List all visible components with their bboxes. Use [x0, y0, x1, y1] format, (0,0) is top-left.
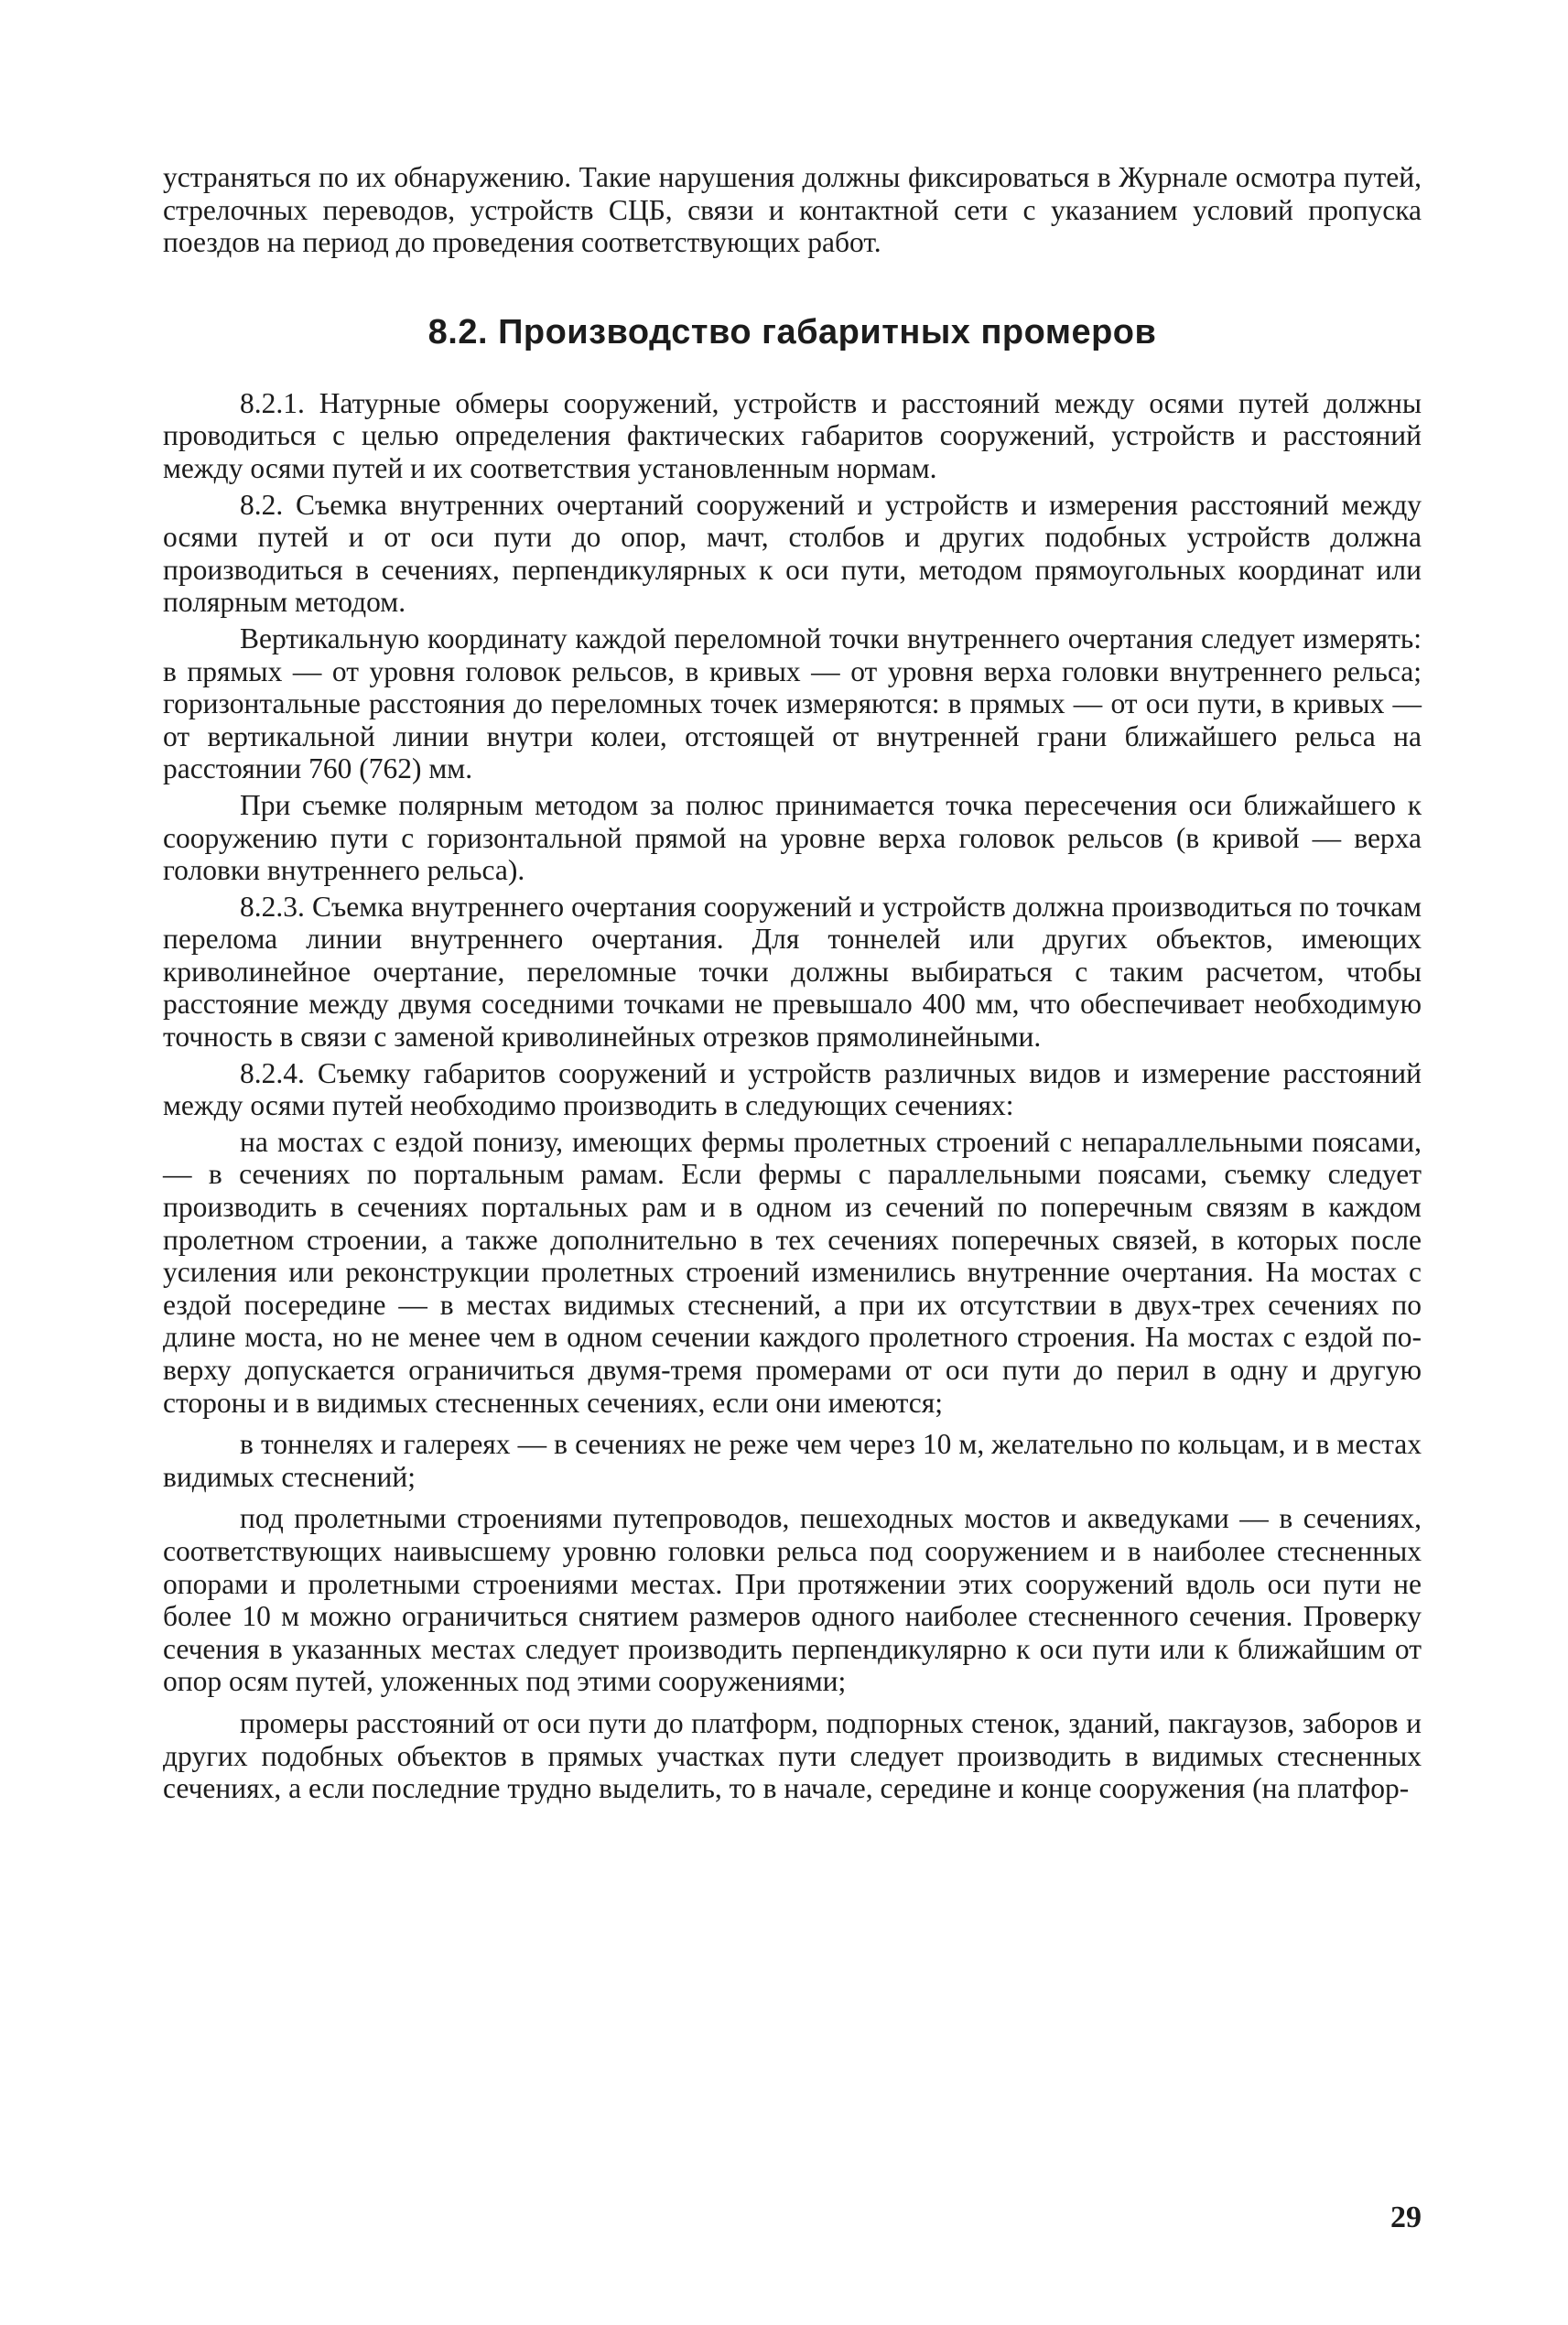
- paragraph-vertical-coordinate: Вертикальную координату каждой переломной точки внутреннего очертания следует измерять: в прямых — от уровня головок рельсов, в кривых — от уровня верха головки внутреннего рельса; горизонтальные расстояния до переломных точек измеряются: в прямых — от оси пути, в кривых — от вертикальной линии внутри колеи, отстоящей от внутренней грани ближайшего рельса на расстоянии 760 (762) мм.: [163, 622, 1422, 785]
- paragraph-8-2-3: 8.2.3. Съемка внутреннего очертания сооружений и устройств должна производиться по точкам перелома линии внутреннего очертания. Для тоннелей или других объектов, имеющих криволинейное очертание, переломные точки должны выбираться с таким расчетом, чтобы расстояние между двумя соседними точками не превышало 400 мм, что обеспечивает необходимую точность в связи с заменой криволинейных отрезков прямолинейными.: [163, 890, 1422, 1054]
- paragraph-platform-measurements: промеры расстояний от оси пути до платформ, подпорных стенок, зданий, пакгаузов, заборов и других подобных объектов в прямых участках пути следует производить в видимых стесненных сечениях, а если последние трудно выделить, то в начале, середине и конце сооружения (на платфор-: [163, 1706, 1422, 1805]
- section-heading: 8.2. Производство габаритных промеров: [427, 312, 1157, 351]
- intro-paragraph: устраняться по их обнаружению. Такие нарушения должны фиксироваться в Журнале осмотра путей, стрелочных переводов, устройств СЦБ, связи и контактной сети с указанием условий пропуска поездов на период до проведения соответствующих работ.: [163, 161, 1422, 259]
- page-number: 29: [1390, 2201, 1422, 2234]
- paragraph-polar-method: При съемке полярным методом за полюс принимается точка пересечения оси ближайшего к сооружению пути с горизонтальной прямой на уровне верха головок рельсов (в кривой — верха головки внутреннего рельса).: [163, 788, 1422, 887]
- paragraph-8-2-1: 8.2.1. Натурные обмеры сооружений, устройств и расстояний между осями путей должны проводиться с целью определения фактических габаритов сооружений, устройств и расстояний между осями путей и их соответствия установленным нормам.: [163, 386, 1422, 484]
- document-page: [163, 161, 1422, 1805]
- paragraph-bridges: на мостах с ездой понизу, имеющих фермы пролетных строений с непараллельными поясами, — в сечениях по портальным рамам. Если фермы с параллельными поясами, съемку следует производить в сечениях портальных рам и в одном из сечений по поперечным связям в каждом пролетном строении, а также дополнительно в тех сечениях поперечных связей, в которых после усиления или реконструкции пролетных строений изменились внутренние очертания. На мостах с ездой посередине — в местах видимых стеснений, а при их отсутствии в двух-трех сечениях по длине моста, но не менее чем в одном сечении каждого пролетного строения. На мостах с ездой поверху допускается ограничиться двумя-тремя промерами от оси пути до перил в одну и другую стороны и в видимых стесненных сечениях, если они имеются;: [163, 1125, 1422, 1419]
- paragraph-8-2-2: 8.2. Съемка внутренних очертаний сооружений и устройств и измерения расстояний между осями путей и от оси пути до опор, мачт, столбов и других подобных устройств должна производиться в сечениях, перпендикулярных к оси пути, методом прямоугольных координат или полярным методом.: [163, 488, 1422, 619]
- paragraph-overpasses: под пролетными строениями путепроводов, пешеходных мостов и акведуками — в сечениях, соответствующих наивысшему уровню головки рельса под сооружением и в наиболее стесненных опорами и пролетными строениями местах. При протяжении этих сооружений вдоль оси пути не более 10 м можно ограничиться снятием размеров одного наиболее стесненного сечения. Проверку сечения в указанных местах следует производить перпендикулярно к оси пути или к ближайшим от опор осям путей, уложенных под этими сооружениями;: [163, 1502, 1422, 1698]
- paragraph-tunnels: в тоннелях и галереях — в сечениях не реже чем через 10 м, желательно по кольцам, и в местах видимых стеснений;: [163, 1428, 1422, 1493]
- paragraph-8-2-4: 8.2.4. Съемку габаритов сооружений и устройств различных видов и измерение расстояний между осями путей необходимо производить в следующих сечениях:: [163, 1056, 1422, 1122]
